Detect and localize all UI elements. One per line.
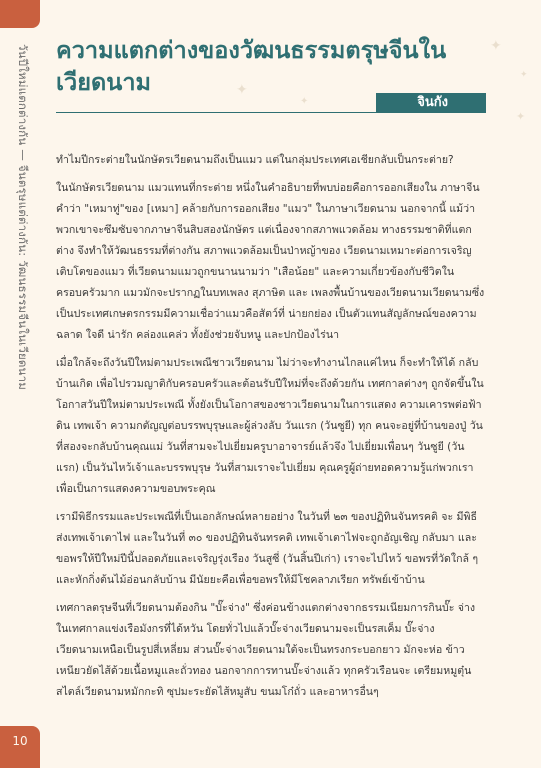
sparkle-decoration-icon: ✦ xyxy=(520,70,528,80)
paragraph: เมื่อใกล้จะถึงวันปีใหม่ตามประเพณีชาวเวียดนาม ไม่ว่าจะทำงานไกลแค่ไหน ก็จะทำให้ได้ กลับบ้านเกิด เพื่อไปรวมญาติกับครอบครัวและต้อนรับปีใหม่ที่จะถึงด้วยกัน เทศกาลต่างๆ ถูกจัดขึ้นในโอกาสวันปีใหม่ตามประเพณี ทั้งยังเป็นโอกาสของชาวเวียดนามในการแสดง ความเคารพต่อฟ้าดิน เทพเจ้า ความกตัญญูต่อบรรพบุรุษและผู้ล่วงลับ วันแรก (วันซูยี) ทุก คนจะอยู่ที่บ้านของปู่ วันที่สองจะกลับบ้านคุณแม่ วันที่สามจะไปเยี่ยมครูบาอาจารย์แล้วจึง ไปเยี่ยมเพื่อนๆ วันซูยี (วันแรก) เป็นวันไหว้เจ้าและบรรพบุรุษ วันที่สามเราจะไปเยี่ยม คุณครูผู้ถ่ายทอดความรู้แก่พวกเราเพื่อเป็นการแสดงความขอบพระคุณ xyxy=(56,357,484,495)
running-header: วันปีใหม่แตกต่างกัน — จีนตรุษแต่ต่างกัน: วัฒนธรรมจีนในเวียดนาม xyxy=(16,44,30,391)
sparkle-decoration-icon: ✦ xyxy=(516,110,526,123)
sparkle-decoration-icon: ✦ xyxy=(236,82,248,98)
paragraph: ทำไมปีกระต่ายในนักษัตรเวียดนามถึงเป็นแมว แต่ในกลุ่มประเทศเอเชียกลับเป็นกระต่าย? xyxy=(56,154,454,166)
sparkle-decoration-icon: ✦ xyxy=(490,38,502,54)
paragraph: เทศกาลตรุษจีนที่เวียดนามต้องกิน "บั๊ะจ่าง" ซึ่งค่อนข้างแตกต่างจากธรรมเนียมการกินบั๊ะ จ่างในเทศกาลแข่งเรือมังกรที่ได้หวัน โดยทั่วไปแล้วบั๊ะจ่างเวียดนามจะเป็นรสเค็ม บั๊ะจ่าง เวียดนามเหนือเป็นรูปสี่เหลี่ยม ส่วนบั๊ะจ่างเวียดนามใต้จะเป็นทรงกระบอกยาว มักจะห่อ ข้าวเหนียวยัดไส้ด้วยเนื้อหมูและถั่วทอง นอกจากการทานบั๊ะจ่างแล้ว ทุกครัวเรือนจะ เตรียมหมูตุ๋นสไตล์เวียดนามหมักกะทิ ซุปมะระยัดไส้หมูสับ ขนมโก๋ถั่ว และอาหารอื่นๆ xyxy=(56,602,476,698)
author-name: จินกัง xyxy=(376,93,486,113)
side-accent xyxy=(0,0,40,28)
sparkle-decoration-icon: ✦ xyxy=(300,96,309,107)
paragraph: เรามีพิธีกรรมและประเพณีที่เป็นเอกลักษณ์หลายอย่าง ในวันที่ ๒๓ ของปฏิทินจันทรคติ จะ มีพิธีส่งเทพเจ้าเตาไฟ และในวันที่ ๓๐ ของปฏิทินจันทรคติ เทพเจ้าเตาไฟจะถูกอัญเชิญ กลับมา และขอพรให้ปีใหม่ปีนี้ปลอดภัยและเจริญรุ่งเรือง วันสูซี่ (วันสิ้นปีเก่า) เราจะไปไหว้ ขอพรที่วัดใกล้ ๆ และหักกิ่งต้นไม้อ่อนกลับบ้าน มีนัยยะคือเพื่อขอพรให้มีโชคลาภเรียก ทรัพย์เข้าบ้าน xyxy=(56,511,479,586)
paragraph: ในนักษัตรเวียดนาม แมวแทนที่กระต่าย หนึ่งในคำอธิบายที่พบบ่อยคือการออกเสียงใน ภาษาจีนคำว่า "เหมาทู่"ของ [เหมา] คล้ายกับการออกเสียง "แมว" ในภาษาเวียดนาม นอกจากนี้ แม้ว่าพวกเขาจะซึมซับจากภาษาจีนสิบสองนักษัตร แต่เนื่องจากสภาพแวดล้อม ทางธรรมชาติที่แตกต่าง จึงทำให้วัฒนธรรมที่ต่างกัน สภาพแวดล้อมเป็นป่าหญ้าของ เวียดนามเหมาะต่อการเจริญเติบโตของแมว ที่เวียดนามแมวถูกขนานนามว่า "เสือน้อย" และความเกี่ยวข้องกับชีวิตในครอบครัวมาก แมวมักจะปรากฏในบทเพลง สุภาษิต และ เพลงพื้นบ้านของเวียดนามเวียดนามซึ่งเป็นประเทศเกษตรกรรมมีความเชื่อว่าแมวคือสัตว์ที่ น่ายกย่อง เป็นตัวแทนสัญลักษณ์ของความฉลาด ใจดี น่ารัก คล่องแคล่ว ทั้งยังช่วยจับหนู และปกป้องไร่นา xyxy=(56,182,485,341)
page-number: 10 xyxy=(12,734,28,748)
article-title: ความแตกต่างของวัฒนธรรมตรุษจีนในเวียดนาม xyxy=(56,36,447,96)
title-divider xyxy=(56,112,486,113)
side-margin xyxy=(0,0,40,768)
article-body xyxy=(56,150,486,710)
